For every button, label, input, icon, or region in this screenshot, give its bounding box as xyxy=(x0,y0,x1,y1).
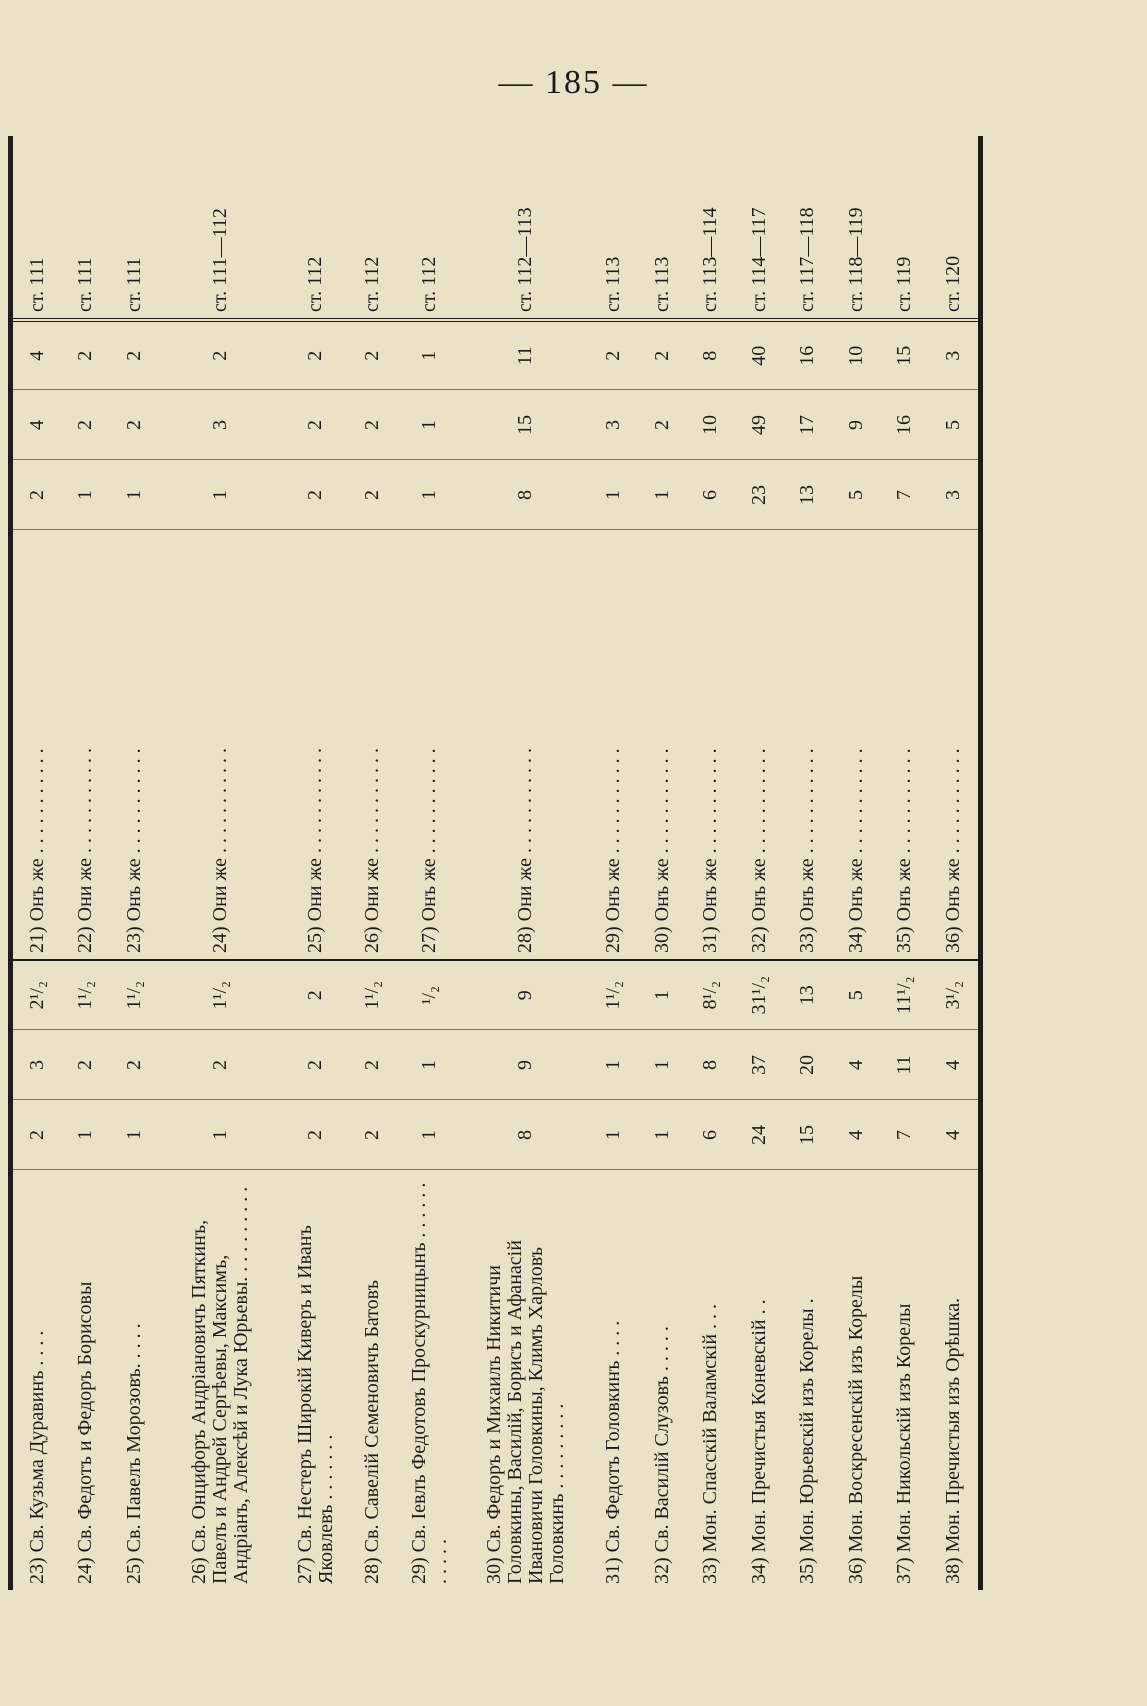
count-b: 37 xyxy=(735,1030,784,1100)
reference: ст. 120 xyxy=(929,136,978,320)
reference: ст. 113—114 xyxy=(686,136,735,320)
reference: ст. 118—119 xyxy=(832,136,881,320)
later-owner: 23) Онъ же . . . . . . . . . . . xyxy=(110,530,159,960)
count-g: 16 xyxy=(784,320,833,390)
count-a: 1 xyxy=(159,1100,283,1170)
count-e: 3 xyxy=(929,460,978,530)
count-a: 1 xyxy=(62,1100,111,1170)
count-c: 3¹/₂ xyxy=(929,960,978,1030)
count-f: 49 xyxy=(735,390,784,460)
count-e: 1 xyxy=(110,460,159,530)
later-owner: 35) Онъ же . . . . . . . . . . . xyxy=(881,530,930,960)
count-a: 7 xyxy=(881,1100,930,1170)
table-row xyxy=(159,136,283,1590)
count-c: 2¹/₂ xyxy=(13,960,62,1030)
owner-name: 35) Мон. Юрьевскій изъ Корелы . xyxy=(796,1298,819,1584)
count-g: 40 xyxy=(735,320,784,390)
table-row xyxy=(638,136,687,1590)
later-owner: 25) Они же . . . . . . . . . . . xyxy=(283,530,349,960)
owner-name: 30) Св. Федоръ и Михаилъ Никитичи Головкины, Василій, Борисъ и Афанасій Ивановичи Головкины, Климъ Харловъ Головкинъ . . . . . . . . . xyxy=(482,1240,568,1584)
count-f: 1 xyxy=(397,390,463,460)
owner-name: 32) Св. Василій Слузовъ . . . . . xyxy=(650,1326,673,1584)
later-owner: 36) Онъ же . . . . . . . . . . . xyxy=(929,530,978,960)
owner-name: 31) Св. Федотъ Головкинъ . . . . xyxy=(602,1320,624,1584)
table-row xyxy=(397,136,463,1590)
count-f: 10 xyxy=(686,390,735,460)
reference: ст. 113 xyxy=(589,136,638,320)
count-g: 2 xyxy=(638,320,687,390)
table-row xyxy=(784,136,833,1590)
table-row xyxy=(881,136,930,1590)
count-f: 9 xyxy=(832,390,881,460)
count-b: 20 xyxy=(784,1030,833,1100)
count-b: 2 xyxy=(283,1030,349,1100)
owner-name: 27) Св. Нестеръ Широкій Киверъ и Иванъ Яковлевъ . . . . . . . xyxy=(293,1225,337,1584)
reference: ст. 112—113 xyxy=(463,136,590,320)
owner-name: 36) Мон. Воскресенскій изъ Корелы xyxy=(844,1275,867,1584)
later-owner: 27) Онъ же . . . . . . . . . . . xyxy=(397,530,463,960)
owner-name: 33) Мон. Спасскій Валамскій . . . xyxy=(699,1303,722,1584)
count-f: 15 xyxy=(463,390,590,460)
table-row xyxy=(13,136,62,1590)
count-c: 1¹/₂ xyxy=(62,960,111,1030)
owner-name: 28) Св. Савелій Семеновичъ Батовъ xyxy=(361,1280,384,1584)
later-owner: 30) Онъ же . . . . . . . . . . . xyxy=(638,530,687,960)
count-a: 2 xyxy=(13,1100,62,1170)
later-owner: 24) Они же . . . . . . . . . . . xyxy=(159,530,283,960)
later-owner: 21) Онъ же . . . . . . . . . . . xyxy=(13,530,62,960)
count-a: 6 xyxy=(686,1100,735,1170)
count-g: 2 xyxy=(62,320,111,390)
count-f: 2 xyxy=(110,390,159,460)
census-table xyxy=(13,136,978,1590)
reference: ст. 114—117 xyxy=(735,136,784,320)
count-b: 1 xyxy=(397,1030,463,1100)
count-a: 4 xyxy=(832,1100,881,1170)
count-c: 13 xyxy=(784,960,833,1030)
count-e: 6 xyxy=(686,460,735,530)
later-owner: 28) Они же . . . . . . . . . . . xyxy=(463,530,590,960)
count-f: 16 xyxy=(881,390,930,460)
count-b: 3 xyxy=(13,1030,62,1100)
count-e: 2 xyxy=(349,460,398,530)
count-b: 2 xyxy=(159,1030,283,1100)
table-row xyxy=(62,136,111,1590)
count-a: 1 xyxy=(397,1100,463,1170)
count-e: 2 xyxy=(13,460,62,530)
count-b: 1 xyxy=(589,1030,638,1100)
count-f: 2 xyxy=(62,390,111,460)
count-e: 2 xyxy=(283,460,349,530)
count-a: 1 xyxy=(110,1100,159,1170)
reference: ст. 113 xyxy=(638,136,687,320)
count-g: 2 xyxy=(283,320,349,390)
count-g: 2 xyxy=(349,320,398,390)
later-owner: 22) Они же . . . . . . . . . . . xyxy=(62,530,111,960)
owner-name: 34) Мон. Пречистыя Коневскій . . xyxy=(747,1299,770,1584)
later-owner: 34) Онъ же . . . . . . . . . . . xyxy=(832,530,881,960)
count-e: 1 xyxy=(159,460,283,530)
table-row xyxy=(735,136,784,1590)
count-c: 1¹/₂ xyxy=(349,960,398,1030)
count-c: 11¹/₂ xyxy=(881,960,930,1030)
count-g: 10 xyxy=(832,320,881,390)
count-a: 24 xyxy=(735,1100,784,1170)
reference: ст. 112 xyxy=(283,136,349,320)
count-e: 1 xyxy=(397,460,463,530)
count-c: 31¹/₂ xyxy=(735,960,784,1030)
later-owner: 26) Они же . . . . . . . . . . . xyxy=(349,530,398,960)
table-row xyxy=(349,136,398,1590)
reference: ст. 111 xyxy=(62,136,111,320)
owner-name: 38) Мон. Пречистыя изъ Орѣшка. xyxy=(942,1297,965,1584)
count-a: 2 xyxy=(349,1100,398,1170)
count-a: 1 xyxy=(638,1100,687,1170)
count-e: 5 xyxy=(832,460,881,530)
count-g: 2 xyxy=(159,320,283,390)
reference: ст. 111—112 xyxy=(159,136,283,320)
reference: ст. 117—118 xyxy=(784,136,833,320)
count-e: 7 xyxy=(881,460,930,530)
count-b: 8 xyxy=(686,1030,735,1100)
rotated-table-wrapper xyxy=(13,136,978,1590)
count-a: 1 xyxy=(589,1100,638,1170)
later-owner: 29) Онъ же . . . . . . . . . . . xyxy=(589,530,638,960)
count-a: 8 xyxy=(463,1100,590,1170)
count-c: 1 xyxy=(638,960,687,1030)
count-e: 1 xyxy=(62,460,111,530)
count-g: 15 xyxy=(881,320,930,390)
reference: ст. 112 xyxy=(397,136,463,320)
count-c: 8¹/₂ xyxy=(686,960,735,1030)
table-row xyxy=(929,136,978,1590)
reference: ст. 111 xyxy=(110,136,159,320)
owner-name: 23) Св. Кузьма Дуравинъ . . . . xyxy=(25,1330,48,1584)
count-a: 2 xyxy=(283,1100,349,1170)
count-e: 1 xyxy=(638,460,687,530)
count-b: 9 xyxy=(463,1030,590,1100)
count-e: 8 xyxy=(463,460,590,530)
count-a: 15 xyxy=(784,1100,833,1170)
table-row xyxy=(283,136,349,1590)
owner-name: 29) Св. Іевлъ Федотовъ Проскурницынъ . . . . . . . . . . . xyxy=(407,1182,451,1584)
count-c: 1¹/₂ xyxy=(589,960,638,1030)
count-f: 2 xyxy=(638,390,687,460)
count-g: 2 xyxy=(589,320,638,390)
table-bottom-rule xyxy=(978,136,983,1590)
reference: ст. 111 xyxy=(13,136,62,320)
count-e: 23 xyxy=(735,460,784,530)
count-b: 2 xyxy=(110,1030,159,1100)
table-row xyxy=(832,136,881,1590)
owner-name: 26) Св. Онцифоръ Андріановичъ Пяткинъ, Павелъ и Андрей Сергѣевы, Максимъ, Андріанъ, Алексѣй и Лука Юрьевы. . . . . . . . . . xyxy=(188,1186,253,1584)
reference: ст. 112 xyxy=(349,136,398,320)
count-c: 2 xyxy=(283,960,349,1030)
later-owner: 33) Онъ же . . . . . . . . . . . xyxy=(784,530,833,960)
count-b: 2 xyxy=(349,1030,398,1100)
count-c: 1¹/₂ xyxy=(159,960,283,1030)
table-row xyxy=(589,136,638,1590)
count-c: 9 xyxy=(463,960,590,1030)
count-f: 4 xyxy=(13,390,62,460)
count-g: 11 xyxy=(463,320,590,390)
count-g: 2 xyxy=(110,320,159,390)
count-b: 1 xyxy=(638,1030,687,1100)
later-owner: 32) Онъ же . . . . . . . . . . . xyxy=(735,530,784,960)
count-f: 3 xyxy=(159,390,283,460)
count-a: 4 xyxy=(929,1100,978,1170)
count-f: 3 xyxy=(589,390,638,460)
count-e: 13 xyxy=(784,460,833,530)
table-row xyxy=(463,136,590,1590)
later-owner: 31) Онъ же . . . . . . . . . . . xyxy=(686,530,735,960)
count-c: ¹/₂ xyxy=(397,960,463,1030)
count-f: 17 xyxy=(784,390,833,460)
count-c: 1¹/₂ xyxy=(110,960,159,1030)
table-body xyxy=(13,136,978,1590)
count-f: 2 xyxy=(283,390,349,460)
count-f: 2 xyxy=(349,390,398,460)
count-b: 2 xyxy=(62,1030,111,1100)
count-b: 11 xyxy=(881,1030,930,1100)
reference: ст. 119 xyxy=(881,136,930,320)
owner-name: 37) Мон. Никольскій изъ Корелы xyxy=(893,1303,916,1584)
count-b: 4 xyxy=(832,1030,881,1100)
table-row xyxy=(686,136,735,1590)
table-row xyxy=(110,136,159,1590)
page-number: — 185 — xyxy=(498,64,649,101)
count-g: 1 xyxy=(397,320,463,390)
count-b: 4 xyxy=(929,1030,978,1100)
count-g: 8 xyxy=(686,320,735,390)
count-f: 5 xyxy=(929,390,978,460)
count-g: 4 xyxy=(13,320,62,390)
count-e: 1 xyxy=(589,460,638,530)
count-g: 3 xyxy=(929,320,978,390)
count-c: 5 xyxy=(832,960,881,1030)
owner-name: 25) Св. Павелъ Морозовъ. . . . . xyxy=(122,1323,145,1584)
owner-name: 24) Св. Федотъ и Федоръ Борисовы xyxy=(74,1281,97,1584)
